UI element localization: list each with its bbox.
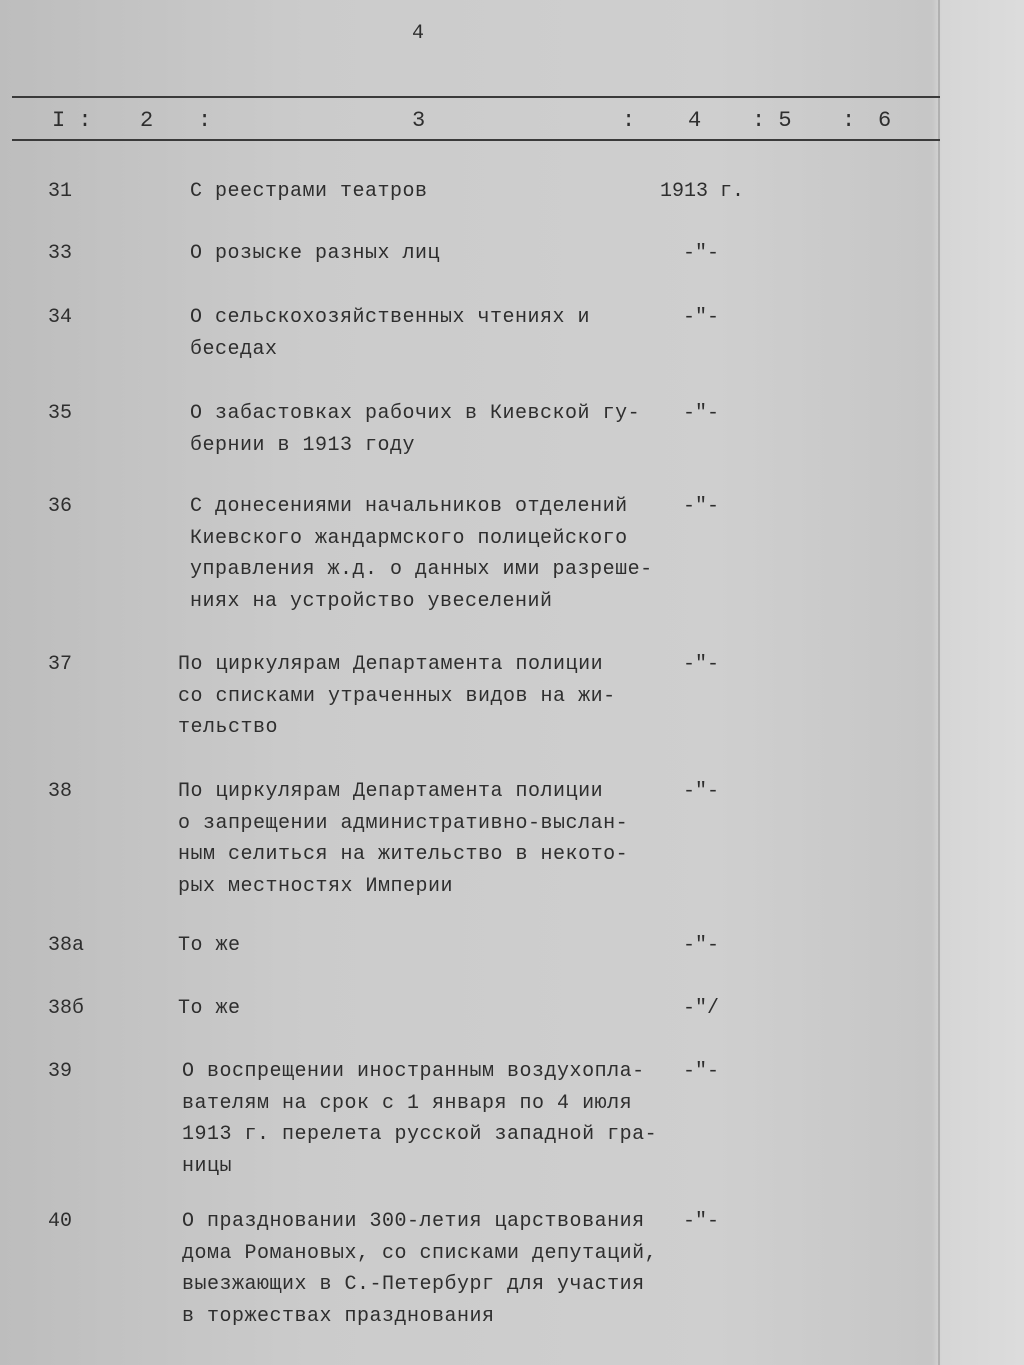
row-title-line: О забастовках рабочих в Киевской гу- bbox=[190, 402, 641, 425]
row-number: 34 bbox=[48, 306, 73, 329]
row-title-line: дома Романовых, со списками депутаций, bbox=[182, 1241, 658, 1265]
row-number: 38 bbox=[48, 780, 73, 803]
page-number: 4 bbox=[412, 22, 425, 45]
row-title-line: беседах bbox=[190, 337, 278, 361]
row-title-line: По циркулярам Департамента полиции bbox=[178, 653, 604, 676]
row-title-line: О праздновании 300-летия царствования bbox=[182, 1210, 645, 1233]
row-title-line: бернии в 1913 году bbox=[190, 433, 416, 457]
row-number: 38а bbox=[48, 934, 85, 957]
row-title-line: управления ж.д. о данных ими разреше- bbox=[190, 558, 653, 581]
row-number: 36 bbox=[48, 495, 73, 518]
header-sep: : bbox=[842, 108, 856, 133]
row-date: -"/ bbox=[683, 997, 720, 1020]
row-title-line: О розыске разных лиц bbox=[190, 242, 441, 265]
row-date: -"- bbox=[683, 242, 720, 265]
page-edge bbox=[938, 0, 940, 1365]
row-title-line: С реестрами театров bbox=[190, 180, 428, 203]
header-col-6: 6 bbox=[878, 108, 892, 133]
row-date: -"- bbox=[683, 1210, 720, 1233]
row-title-line: То же bbox=[178, 997, 241, 1020]
header-sep: : bbox=[198, 108, 212, 133]
row-title-line: Киевского жандармского полицейского bbox=[190, 526, 628, 550]
row-title-line: О сельскохозяйственных чтениях и bbox=[190, 306, 591, 329]
header-col-3: 3 bbox=[412, 108, 426, 133]
row-date: -"- bbox=[683, 780, 720, 803]
row-title-line: выезжающих в С.-Петербург для участия bbox=[182, 1273, 645, 1296]
row-title-line: ницы bbox=[182, 1154, 233, 1178]
header-bottom-rule bbox=[12, 139, 940, 141]
header-col-5: : 5 bbox=[752, 108, 792, 133]
row-title-line: О воспрещении иностранным воздухопла- bbox=[182, 1060, 645, 1083]
row-number: 35 bbox=[48, 402, 73, 425]
row-date: 1913 г. bbox=[660, 180, 745, 203]
row-number: 37 bbox=[48, 653, 73, 676]
row-title-line: ным селиться на жительство в некото- bbox=[178, 843, 629, 866]
row-title-line: ниях на устройство увеселений bbox=[190, 589, 553, 613]
row-title-line: С донесениями начальников отделений bbox=[190, 495, 628, 518]
row-date: -"- bbox=[683, 653, 720, 676]
row-number: 31 bbox=[48, 180, 73, 203]
row-date: -"- bbox=[683, 934, 720, 957]
row-title-line: тельство bbox=[178, 716, 279, 739]
row-title-line: рых местностях Империи bbox=[178, 874, 454, 898]
row-date: -"- bbox=[683, 306, 720, 329]
row-number: 40 bbox=[48, 1210, 73, 1233]
row-date: -"- bbox=[683, 402, 720, 425]
header-col-2: 2 bbox=[140, 108, 154, 133]
row-title-line: вателям на срок с 1 января по 4 июля bbox=[182, 1091, 633, 1115]
row-title-line: о запрещении административно-выслан- bbox=[178, 811, 629, 835]
row-title-line: со списками утраченных видов на жи- bbox=[178, 684, 616, 708]
row-date: -"- bbox=[683, 495, 720, 518]
row-title-line: в торжествах празднования bbox=[182, 1304, 495, 1328]
header-col-4: 4 bbox=[688, 108, 702, 133]
row-date: -"- bbox=[683, 1060, 720, 1083]
row-title-line: 1913 г. перелета русской западной гра- bbox=[182, 1123, 658, 1146]
row-title-line: То же bbox=[178, 934, 241, 957]
row-number: 33 bbox=[48, 242, 73, 265]
header-top-rule bbox=[12, 96, 940, 98]
header-col-1: I : bbox=[52, 108, 92, 133]
row-title-line: По циркулярам Департамента полиции bbox=[178, 780, 604, 803]
row-number: 38б bbox=[48, 997, 85, 1020]
header-sep: : bbox=[622, 108, 636, 133]
row-number: 39 bbox=[48, 1060, 73, 1083]
